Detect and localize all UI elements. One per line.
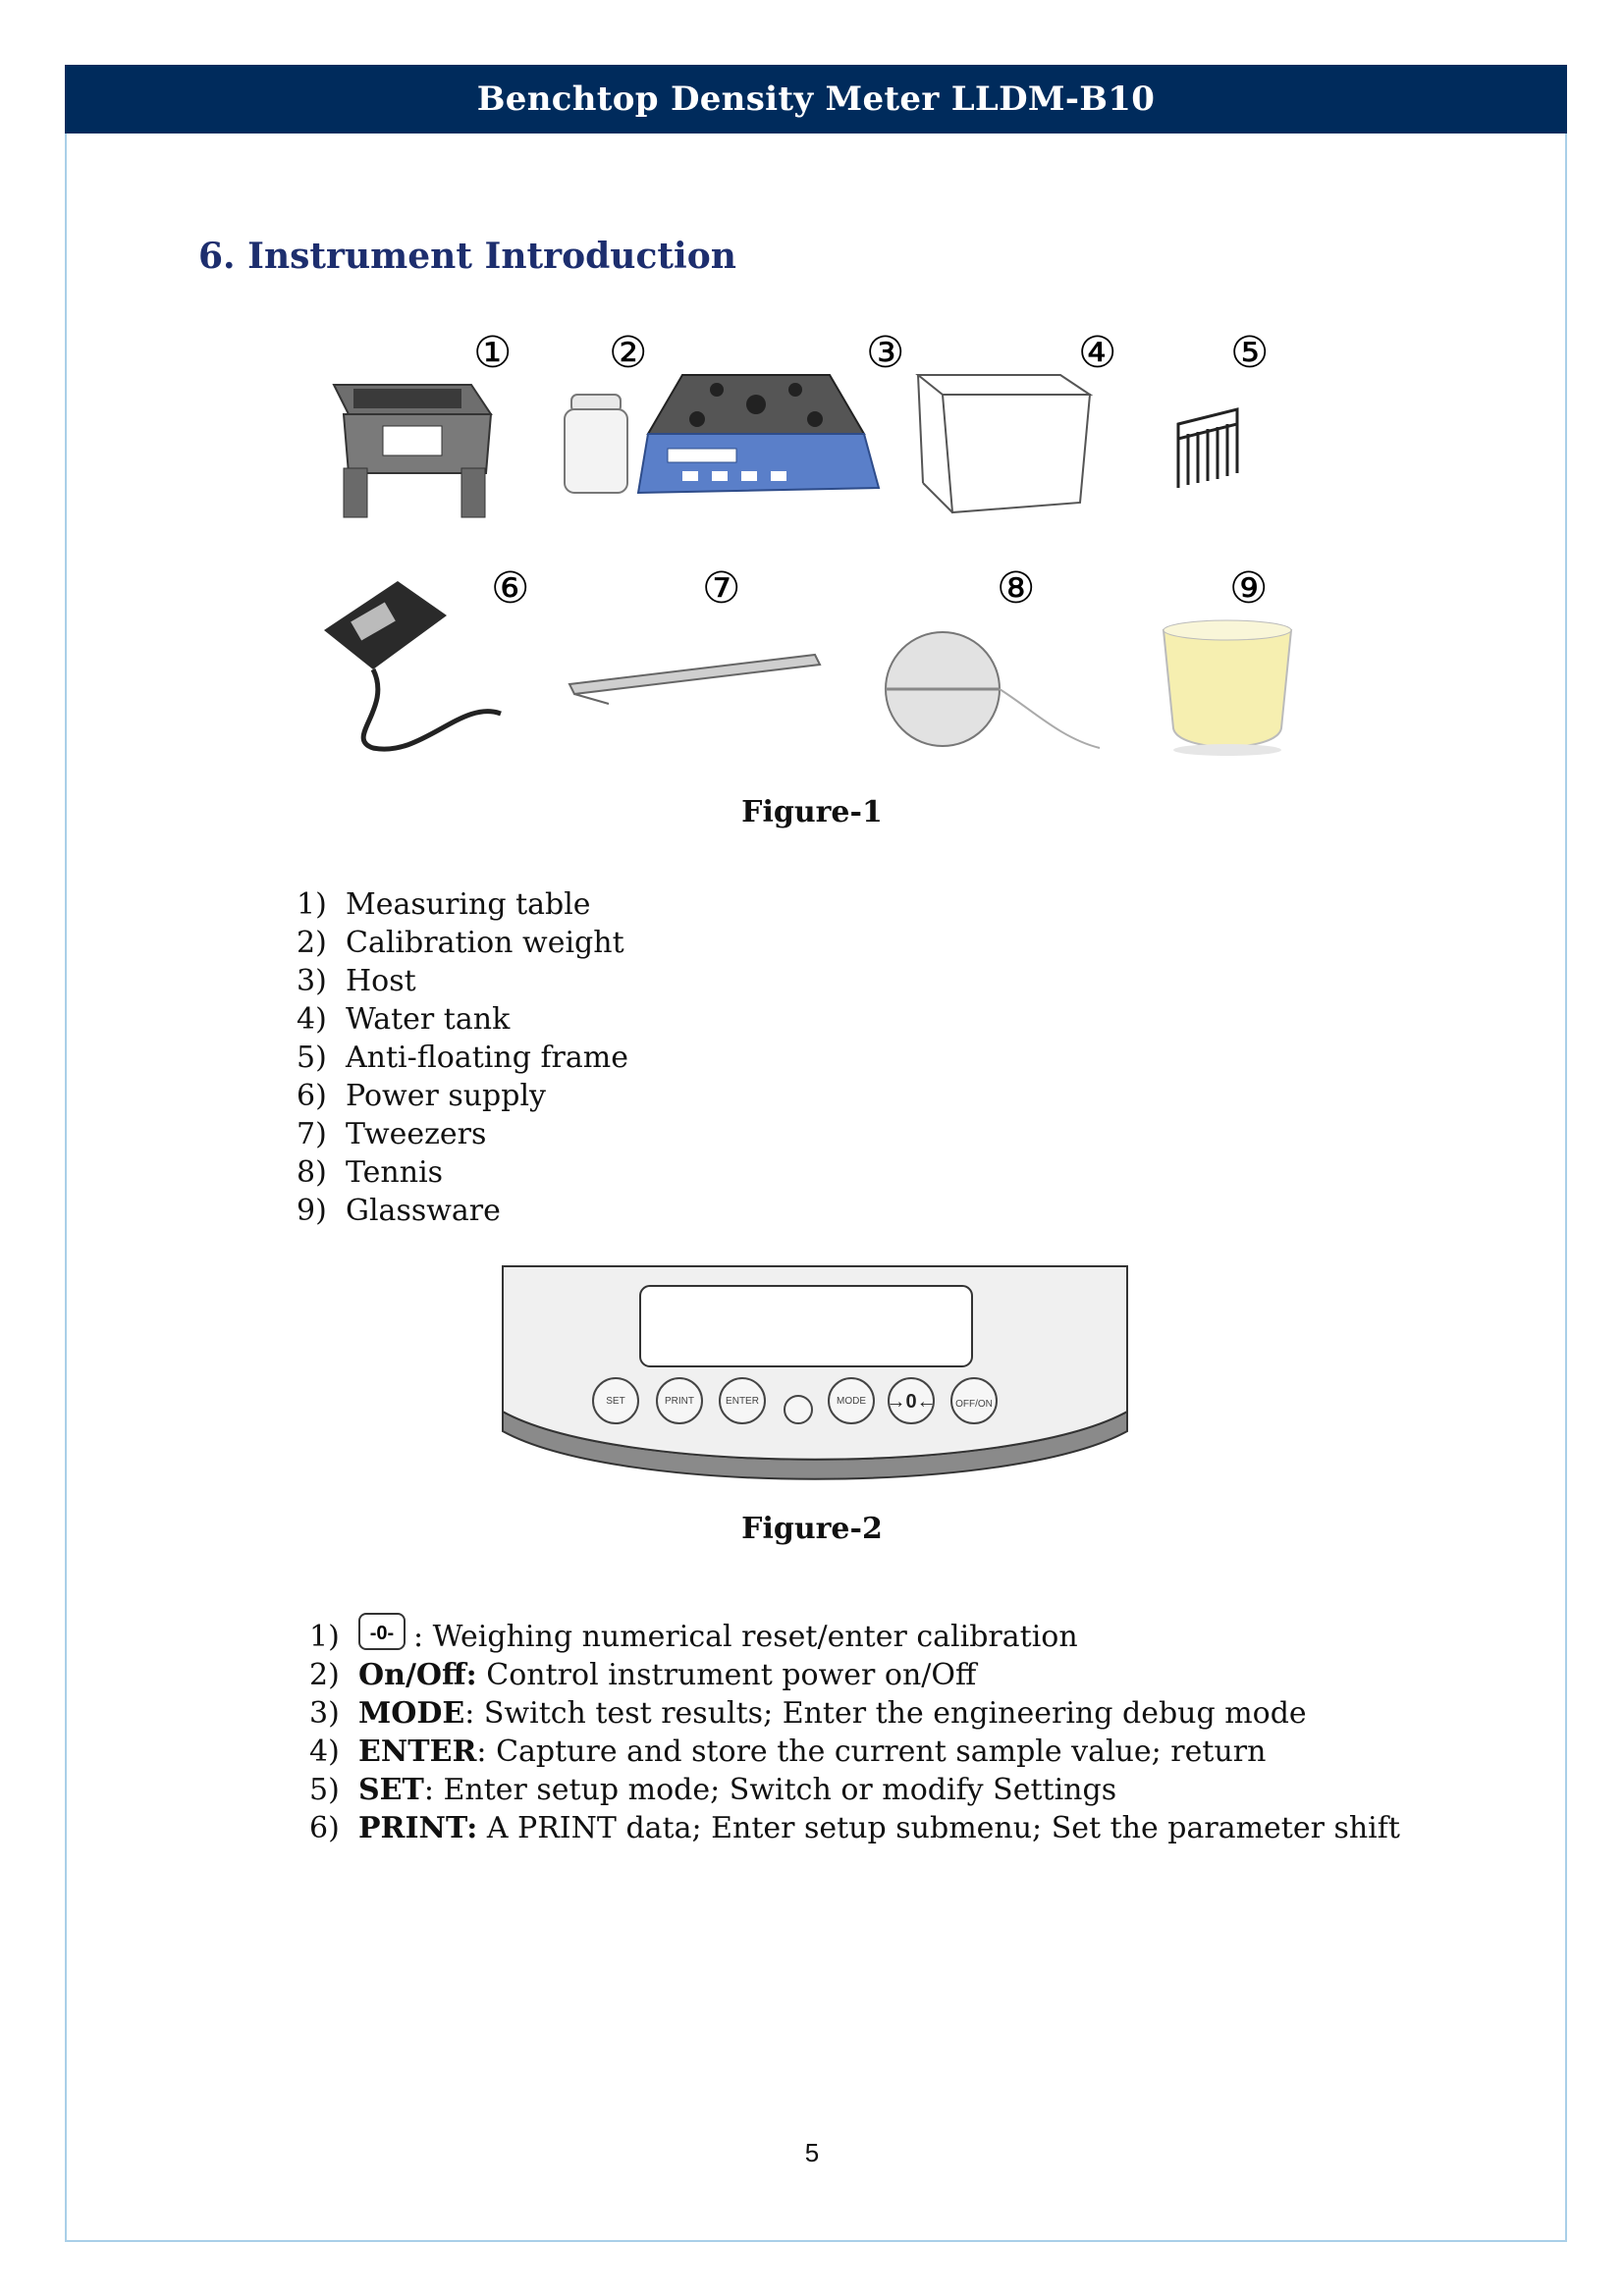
indicator-light	[785, 1396, 812, 1423]
list-item: 8) Tennis	[297, 1155, 444, 1190]
list-item: 6) PRINT: A PRINT data; Enter setup submenu; Set the parameter shift	[309, 1811, 1400, 1845]
list-item: 6) Power supply	[297, 1079, 547, 1113]
marker-3: ③	[866, 329, 905, 377]
zero-key-icon	[358, 1613, 406, 1650]
set-key-label: SET	[606, 1396, 625, 1407]
list-item: 5) SET : Enter setup mode; Switch or modify Settings	[309, 1773, 1117, 1807]
anti-floating-frame-image	[1178, 409, 1237, 488]
marker-5: ⑤	[1230, 329, 1270, 377]
marker-9: ⑨	[1229, 564, 1269, 613]
marker-8: ⑧	[997, 564, 1036, 613]
power-supply-image	[324, 581, 501, 749]
marker-6: ⑥	[491, 564, 530, 613]
list-item: 4) ENTER : Capture and store the current sample value; return	[309, 1735, 1267, 1769]
water-tank-image	[918, 375, 1090, 512]
measuring-table-image	[334, 385, 491, 517]
page-number: 5	[804, 2138, 820, 2167]
marker-1: ①	[473, 329, 513, 377]
list-item: 4) Water tank	[297, 1002, 511, 1037]
zero-key-label: →0←	[886, 1391, 937, 1413]
list-item: 3) Host	[297, 964, 416, 998]
enter-key-label: ENTER	[726, 1396, 759, 1407]
figure-1-caption: Figure-1	[741, 795, 883, 829]
figure-2-caption: Figure-2	[741, 1512, 883, 1546]
list-item: 3) MODE : Switch test results; Enter the engineering debug mode	[309, 1696, 1307, 1731]
list-item: 7) Tweezers	[297, 1117, 487, 1151]
tennis-mesh-ball-image	[886, 632, 1100, 748]
page-header	[65, 65, 1567, 133]
list-item: 2) Calibration weight	[297, 926, 624, 960]
marker-7: ⑦	[702, 564, 741, 613]
off-on-key-label: OFF/ON	[955, 1399, 993, 1410]
parts-list	[297, 885, 628, 1230]
svg-text:-0-: -0-	[369, 1622, 395, 1644]
marker-2: ②	[609, 329, 648, 377]
list-item: 1) Measuring table	[297, 887, 591, 922]
key-functions-list	[309, 1618, 1400, 1847]
marker-4: ④	[1078, 329, 1117, 377]
figure-1-illustration	[314, 316, 1306, 758]
list-item: 2) On/Off: Control instrument power on/Off	[309, 1658, 977, 1692]
mode-key-label: MODE	[837, 1396, 866, 1407]
list-item: 9) Glassware	[297, 1194, 501, 1228]
host-image	[638, 375, 879, 493]
header-title: Benchtop Density Meter LLDM-B10	[476, 80, 1156, 119]
calibration-weight-image	[565, 395, 627, 493]
list-item: 1) -0- : Weighing numerical reset/enter calibration	[309, 1618, 1400, 1656]
glassware-image	[1164, 620, 1291, 756]
section-title: 6. Instrument Introduction	[198, 236, 736, 277]
figure-2-control-panel	[501, 1264, 1129, 1480]
display-window	[640, 1286, 972, 1366]
tweezers-image	[569, 655, 820, 704]
list-item: 5) Anti-floating frame	[297, 1041, 628, 1075]
print-key-label: PRINT	[665, 1396, 694, 1407]
